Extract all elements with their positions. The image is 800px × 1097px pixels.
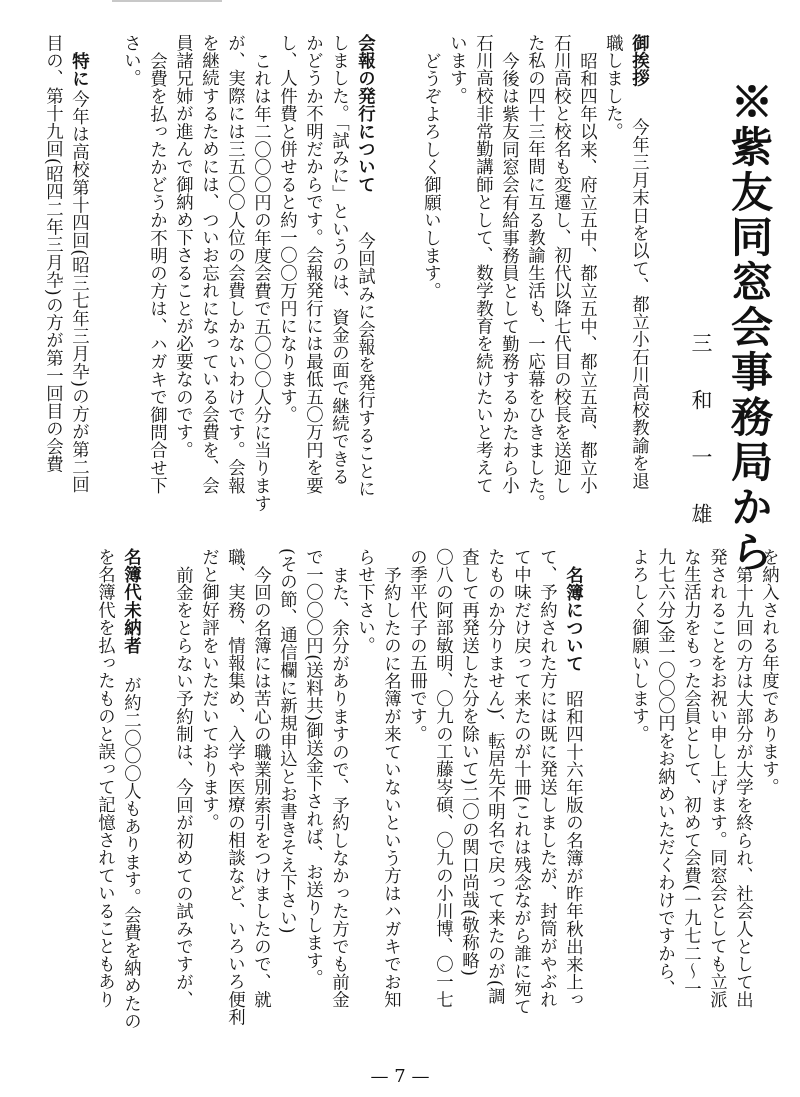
roster-line: 昭和四十六年版の名簿が昨年秋出来上っ [562,690,583,1009]
roster-line: (その節、通信欄に新規申込とお書きそえ下さい) [276,548,297,934]
bulletin-line: かどうか不明だからです。会報発行には最低五〇万円を要 [302,34,323,495]
page-title: ※紫友同窓会事務局から [725,80,774,575]
roster-line: て中味だけ戻って来たのが十冊(これは残念ながら誰に宛て [510,548,531,1016]
bulletin-line: を継続するためには、ついお忘れになっている会費を、会 [198,34,219,495]
bulletin-line: 員諸兄姉が進んで御納め下さることが必要なのです。 [172,34,193,459]
author-name: 三和一雄 [689,332,713,560]
bulletin-line: が、実際には三五〇〇人位の会費しかないわけです。会報 [224,34,245,495]
bulletin-line: しました。「試みに」というのは、資金の面で継続できる [328,34,349,486]
roster-line: 査して再発送した分を除いて)二〇の関口尚哉(敬称略) [458,548,479,977]
greeting-line: 職しました。 [602,34,623,141]
special-line: 目の、第十九回(昭四二年三月卆)の方が第一回目の会費 [42,34,63,473]
roster-line: また、余分がありますので、予約しなかった方でも前金 [328,566,349,1009]
roster-line: 今回の名簿には苦心の職業別索引をつけましたので、就 [250,566,271,1009]
special-heading: 特に [68,52,89,88]
fee-line: 第十九回の方は大部分が大学を終られ、社会人として出 [732,566,753,1009]
greeting-line: 昭和四年以来、府立五中、都立五中、都立五高、都立小 [576,52,597,495]
unpaid-line: が約二〇〇〇人もあります。会費を納めたの [120,676,141,1030]
fee-line: を納入される年度であります。 [758,548,779,796]
roster-line: だと御好評をいただいております。 [198,548,219,832]
bulletin-line: 今回試みに会報を発行することに [354,232,375,498]
roster-line: 職、実務、情報集め、入学や医療の相談など、いろいろ便利 [224,548,245,1026]
roster-line: で一〇〇〇円(送料共)御送金下されば、お送りします。 [302,548,323,987]
roster-line: て、予約された方には既に発送しましたが、封筒がやぶれ [536,548,557,1009]
roster-line: の季平代子の五冊です。 [406,548,427,743]
bulletin-line: さい。 [120,34,141,88]
unpaid-heading: 名簿代未納者 [120,548,141,655]
page-number: — 7 — [370,1066,430,1087]
greeting-line: 石川高校非常勤講師として、数学教育を続けたいと考えて [472,34,493,495]
unpaid-line: を名簿代を払ったものと誤って記憶されていることもあり [94,548,115,1009]
roster-line: 前金をとらない予約制は、今回が初めての試みですが、 [172,566,193,1009]
special-line: 今年は高校第十四回(昭三七年三月卆)の方が第二回 [68,90,89,494]
roster-line: たものか分りません)、転居先不明名で戻って来たのが(調 [484,548,505,1005]
greeting-line: 今後は紫友同窓会有給事務員として勤務するかたわら小 [498,52,519,495]
roster-heading: 名簿について [562,566,583,673]
fee-line: 九七六分)金一〇〇〇円をお納めいただくわけですから、 [654,548,675,998]
greeting-line: います。 [446,34,467,105]
greeting-line: 石川高校と校名も変遷し、初代以降七代目の校長を送迎し [550,34,571,495]
scan-artifact [112,0,222,2]
roster-line: らせ下さい。 [354,548,375,655]
bulletin-line: これは年二〇〇〇円の年度会費で五〇〇〇人分に当ります [250,52,271,513]
fee-line: よろしく御願いします。 [628,548,649,743]
bulletin-heading: 会報の発行について [354,34,375,194]
greeting-line: 今年三月末日を以て、都立小石川高校教諭を退 [628,118,649,490]
bulletin-line: 会費を払ったかどうか不明の方は、ハガキで御問合せ下 [146,52,167,495]
fee-line: 発されることをお祝い申し上げます。同窓会としても立派 [706,548,727,1009]
bulletin-line: し、人件費と併せると約一〇〇万円になります。 [276,34,297,424]
roster-line: 〇八の阿部敏明、〇九の工藤岑碩、〇九の小川博、〇一七 [432,548,453,1009]
greeting-line: どうぞよろしく御願いします。 [420,52,441,300]
roster-line: 予約したのに名簿が来ていないという方はハガキでお知 [380,566,401,1009]
fee-line: な生活力をもった会員として、初めて会費(一九七二〜一 [680,548,701,998]
greeting-heading: 御挨拶 [628,34,649,88]
greeting-line: た私の四十三年間に互る教諭生活も、一応幕をひきました。 [524,34,545,512]
